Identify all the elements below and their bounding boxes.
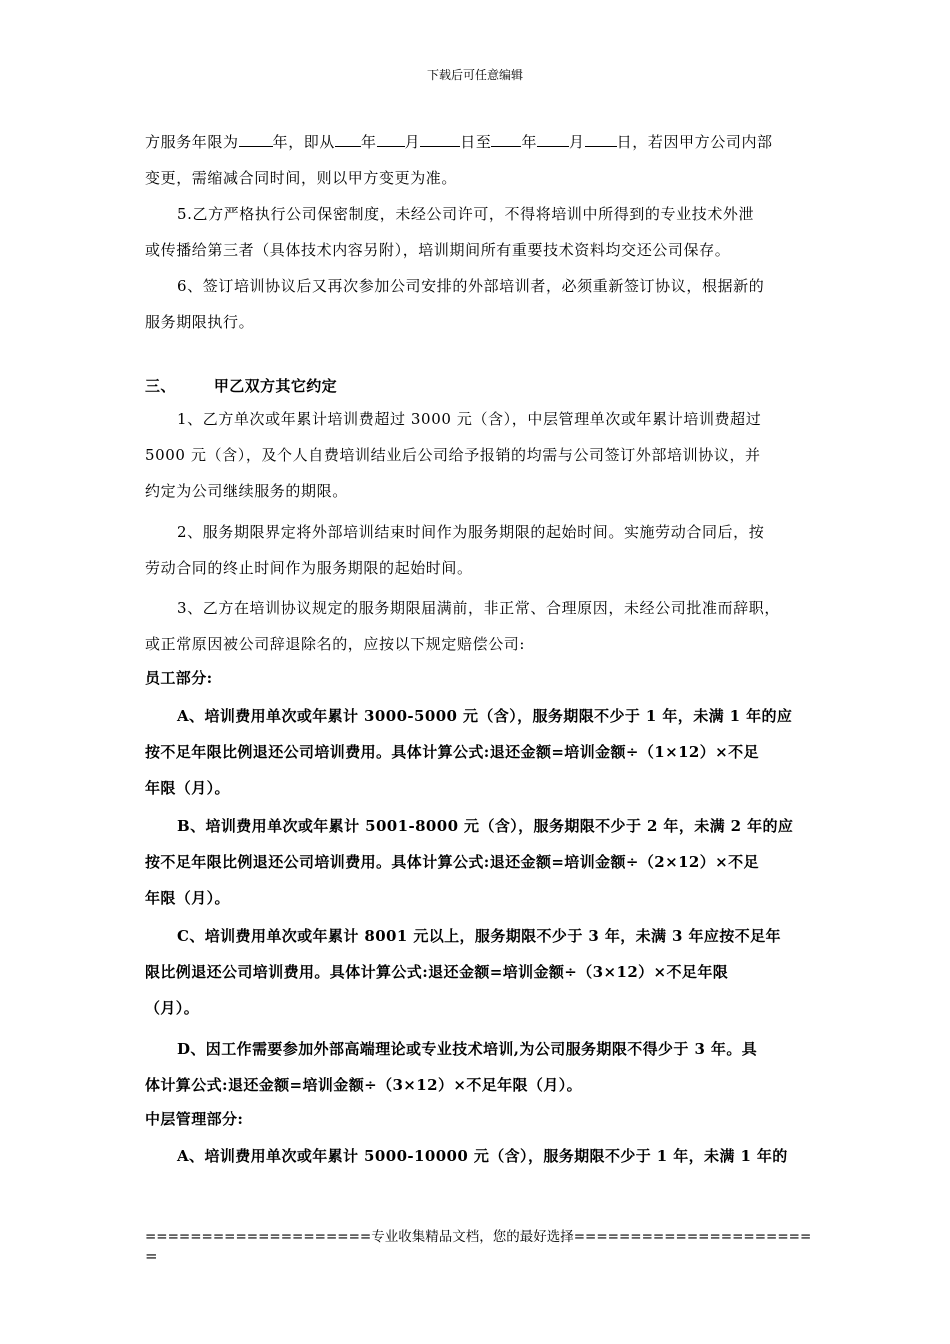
text-segment: 日至 [460, 133, 492, 151]
blank-end-year [491, 131, 521, 147]
blank-start-year [335, 131, 361, 147]
staff-a-line-3: 年限（月）。 [145, 779, 230, 797]
blank-start-day [420, 131, 460, 147]
paragraph-line: 变更，需缩减合同时间，则以甲方变更为准。 [145, 169, 458, 187]
staff-heading: 员工部分: [145, 669, 213, 687]
section-number: 三、 [145, 377, 176, 395]
service-term-line [145, 131, 815, 152]
page-footer: ====================专业收集精品文档，您的最好选择===================== [145, 1229, 812, 1245]
s3-item-2-line-2: 劳动合同的终止时间作为服务期限的起始时间。 [145, 559, 473, 577]
blank-end-month [537, 131, 569, 147]
text-segment: 年 [361, 133, 377, 151]
text-segment: 年 [521, 133, 538, 151]
item-6-line-2: 服务期限执行。 [145, 313, 255, 331]
s3-item-1-line-3: 约定为公司继续服务的期限。 [145, 482, 348, 500]
staff-b-line-3: 年限（月）。 [145, 889, 230, 907]
staff-c-line-3: （月）。 [145, 999, 200, 1017]
staff-a-line-2: 按不足年限比例退还公司培训费用。具体计算公式:退还金额=培训金额÷（1×12）×不足 [145, 743, 759, 761]
s3-item-1-line-2: 5000 元（含），及个人自费培训结业后公司给予报销的均需与公司签订外部培训协议，并 [145, 446, 761, 464]
s3-item-3-line-1: 3、乙方在培训协议规定的服务期限届满前，非正常、合理原因，未经公司批准而辞职， [177, 599, 780, 617]
page-footer-continuation: = [145, 1247, 158, 1265]
text-segment: 月 [569, 133, 585, 151]
s3-item-2-line-1: 2、服务期限界定将外部培训结束时间作为服务期限的起始时间。实施劳动合同后，按 [177, 523, 765, 541]
staff-c-line-1: C、培训费用单次或年累计 8001 元以上，服务期限不少于 3 年，未满 3 年应按不足年 [177, 927, 781, 945]
s3-item-3-line-2: 或正常原因被公司辞退除名的，应按以下规定赔偿公司: [145, 635, 526, 653]
blank-years [239, 131, 273, 147]
item-5-line-2: 或传播给第三者（具体技术内容另附），培训期间所有重要技术资料均交还公司保存。 [145, 241, 731, 259]
s3-item-1-line-1: 1、乙方单次或年累计培训费超过 3000 元（含），中层管理单次或年累计培训费超过 [177, 410, 762, 428]
staff-a-line-1: A、培训费用单次或年累计 3000-5000 元（含），服务期限不少于 1 年，未满 1 年的应 [177, 707, 793, 725]
section-heading [145, 376, 815, 396]
staff-b-line-2: 按不足年限比例退还公司培训费用。具体计算公式:退还金额=培训金额÷（2×12）×不足 [145, 853, 759, 871]
text-segment: 年，即从 [272, 133, 336, 151]
middle-management-heading: 中层管理部分: [145, 1110, 244, 1128]
text-segment: 日，若因甲方公司内部 [616, 133, 773, 151]
blank-start-month [377, 131, 405, 147]
staff-d-line-2: 体计算公式:退还金额=培训金额÷（3×12）×不足年限（月）。 [145, 1076, 583, 1094]
text-segment: 方服务年限为 [145, 133, 239, 151]
middle-a-line-1: A、培训费用单次或年累计 5000-10000 元（含），服务期限不少于 1 年，未满 1 年的 [177, 1147, 788, 1165]
page-header: 下载后可任意编辑 [426, 68, 523, 82]
item-5-line-1: 5.乙方严格执行公司保密制度，未经公司许可，不得将培训中所得到的专业技术外泄 [177, 205, 755, 223]
text-segment: 月 [404, 133, 421, 151]
section-title: 甲乙双方其它约定 [213, 377, 338, 395]
staff-c-line-2: 限比例退还公司培训费用。具体计算公式:退还金额=培训金额÷（3×12）×不足年限 [145, 963, 729, 981]
staff-d-line-1: D、因工作需要参加外部高端理论或专业技术培训,为公司服务期限不得少于 3 年。具 [177, 1040, 758, 1058]
staff-b-line-1: B、培训费用单次或年累计 5001-8000 元（含），服务期限不少于 2 年，未满 2 年的应 [177, 817, 794, 835]
item-6-line-1: 6、签订培训协议后又再次参加公司安排的外部培训者，必须重新签订协议，根据新的 [177, 277, 765, 295]
blank-end-day [585, 131, 617, 147]
